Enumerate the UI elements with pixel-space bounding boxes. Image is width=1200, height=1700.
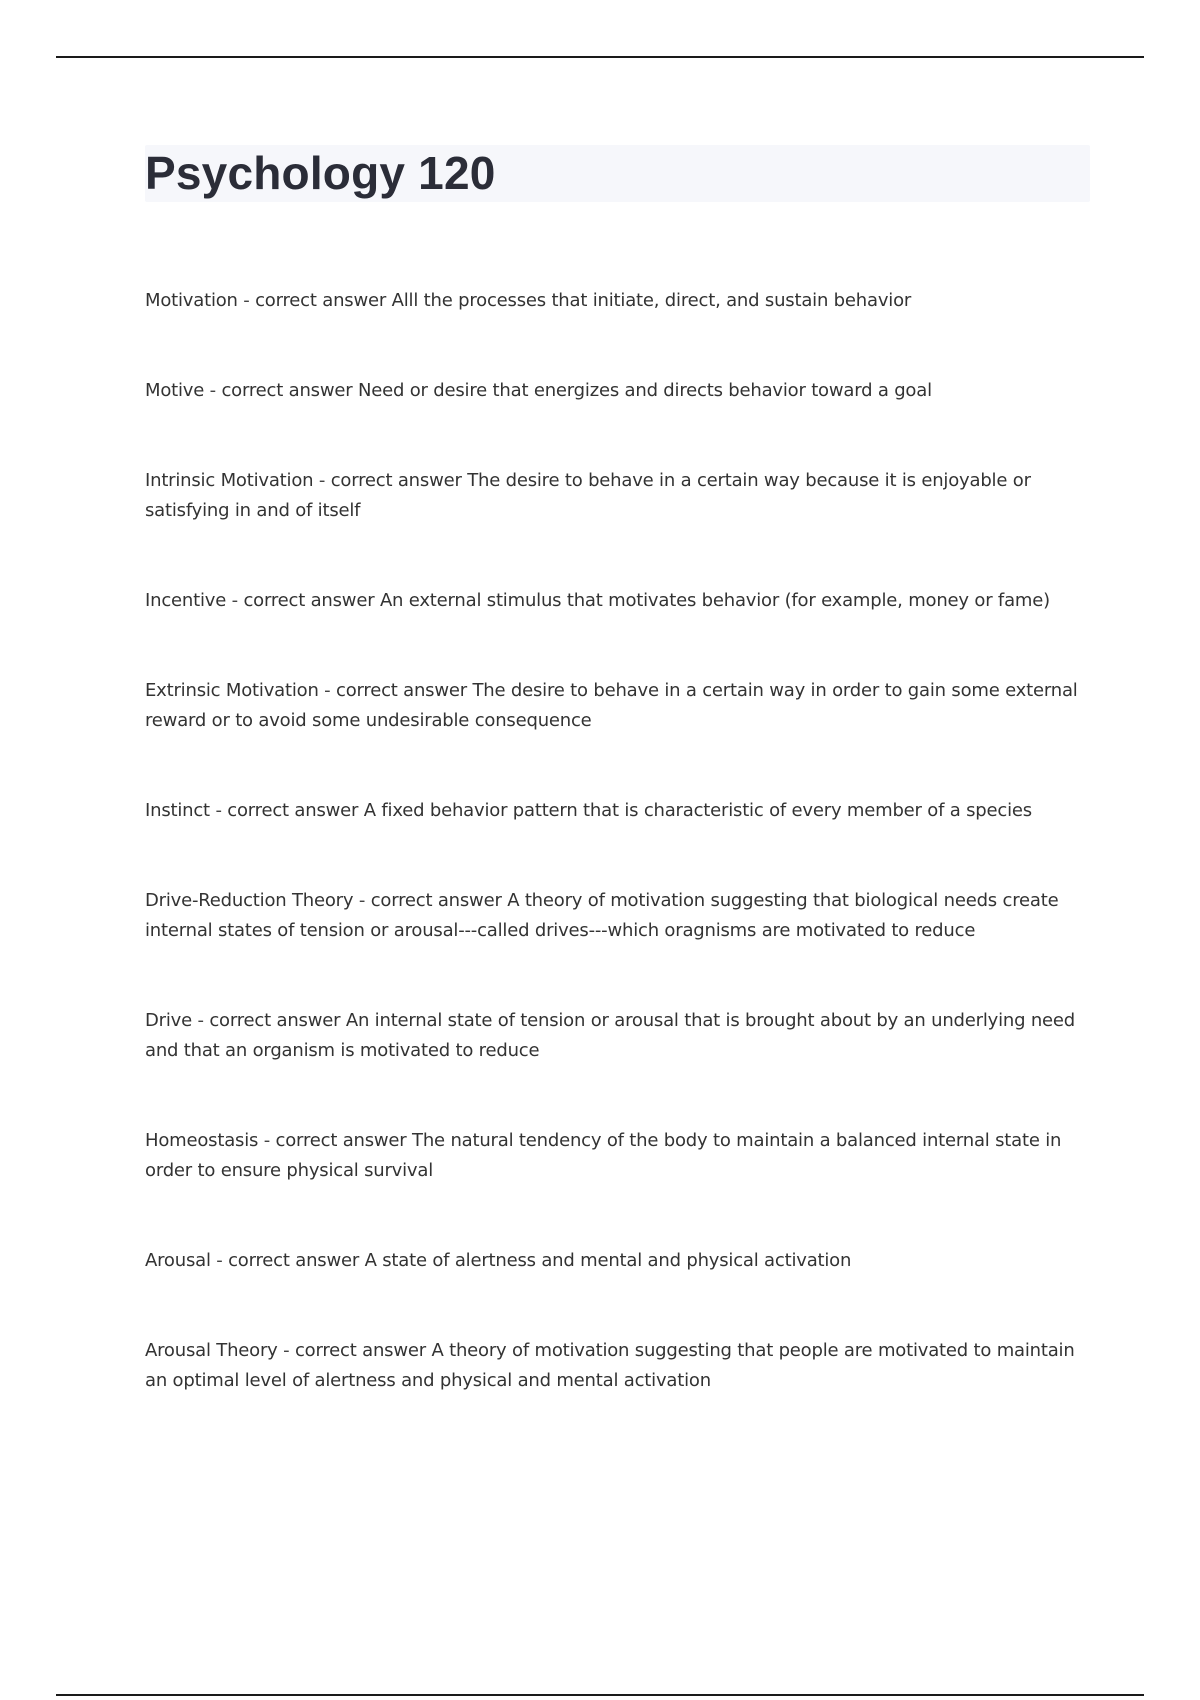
entry-term: Homeostasis	[145, 1130, 259, 1151]
entry-definition: A fixed behavior pattern that is characteristic of every member of a species	[363, 800, 1032, 821]
answer-label: correct answer	[227, 800, 359, 821]
flashcard-list	[145, 286, 1095, 1456]
entry-definition: The desire to behave in a certain way because it is enjoyable or satisfying in and of itself	[145, 470, 1031, 521]
answer-label: correct answer	[255, 290, 387, 311]
entry-separator: -	[258, 1130, 276, 1151]
list-item	[145, 1246, 1095, 1276]
entry-separator: -	[318, 680, 336, 701]
answer-label: correct answer	[228, 1250, 360, 1271]
entry-term: Drive-Reduction Theory	[145, 890, 354, 911]
list-item	[145, 1126, 1095, 1186]
list-item	[145, 796, 1095, 826]
list-item	[145, 586, 1095, 616]
entry-definition: An internal state of tension or arousal that is brought about by an underlying need and that an organism is motivated to reduce	[145, 1010, 1076, 1061]
entry-definition: A theory of motivation suggesting that people are motivated to maintain an optimal level of alertness and physical and mental activation	[145, 1340, 1075, 1391]
top-divider	[56, 56, 1144, 58]
entry-definition: A theory of motivation suggesting that biological needs create internal states of tension or arousal---called drives---which oragnisms are motivated to reduce	[145, 890, 1059, 941]
answer-label: correct answer	[209, 1010, 341, 1031]
answer-label: correct answer	[221, 380, 353, 401]
entry-definition: An external stimulus that motivates behavior (for example, money or fame)	[379, 590, 1050, 611]
bottom-divider	[56, 1694, 1144, 1696]
entry-separator: -	[313, 470, 331, 491]
list-item	[145, 676, 1095, 736]
entry-term: Intrinsic Motivation	[145, 470, 314, 491]
entry-term: Motivation	[145, 290, 238, 311]
entry-term: Arousal Theory	[145, 1340, 278, 1361]
entry-definition: Alll the processes that initiate, direct, and sustain behavior	[391, 290, 912, 311]
entry-definition: The natural tendency of the body to maintain a balanced internal state in order to ensure physical survival	[145, 1130, 1062, 1181]
list-item	[145, 286, 1095, 316]
entry-separator: -	[210, 1250, 229, 1271]
entry-definition: A state of alertness and mental and physical activation	[364, 1250, 852, 1271]
answer-label: correct answer	[275, 1130, 407, 1151]
page-title: Psychology 120	[145, 147, 496, 199]
entry-separator: -	[204, 380, 222, 401]
entry-term: Arousal	[145, 1250, 211, 1271]
entry-term: Motive	[145, 380, 205, 401]
list-item	[145, 1006, 1095, 1066]
answer-label: correct answer	[330, 470, 462, 491]
list-item	[145, 1336, 1095, 1396]
entry-separator: -	[226, 590, 244, 611]
entry-separator: -	[353, 890, 371, 911]
list-item	[145, 466, 1095, 526]
entry-term: Drive	[145, 1010, 192, 1031]
entry-separator: -	[277, 1340, 295, 1361]
list-item	[145, 376, 1095, 406]
entry-term: Extrinsic Motivation	[145, 680, 319, 701]
answer-label: correct answer	[243, 590, 375, 611]
entry-term: Instinct	[145, 800, 210, 821]
entry-separator: -	[192, 1010, 210, 1031]
entry-term: Incentive	[145, 590, 227, 611]
entry-definition: Need or desire that energizes and directs behavior toward a goal	[357, 380, 932, 401]
answer-label: correct answer	[336, 680, 467, 701]
entry-separator: -	[209, 800, 228, 821]
list-item	[145, 886, 1095, 946]
entry-definition: The desire to behave in a certain way in order to gain some external reward or to avoid some undesirable consequence	[145, 680, 1078, 731]
answer-label: correct answer	[294, 1340, 426, 1361]
answer-label: correct answer	[370, 890, 502, 911]
entry-separator: -	[237, 290, 256, 311]
